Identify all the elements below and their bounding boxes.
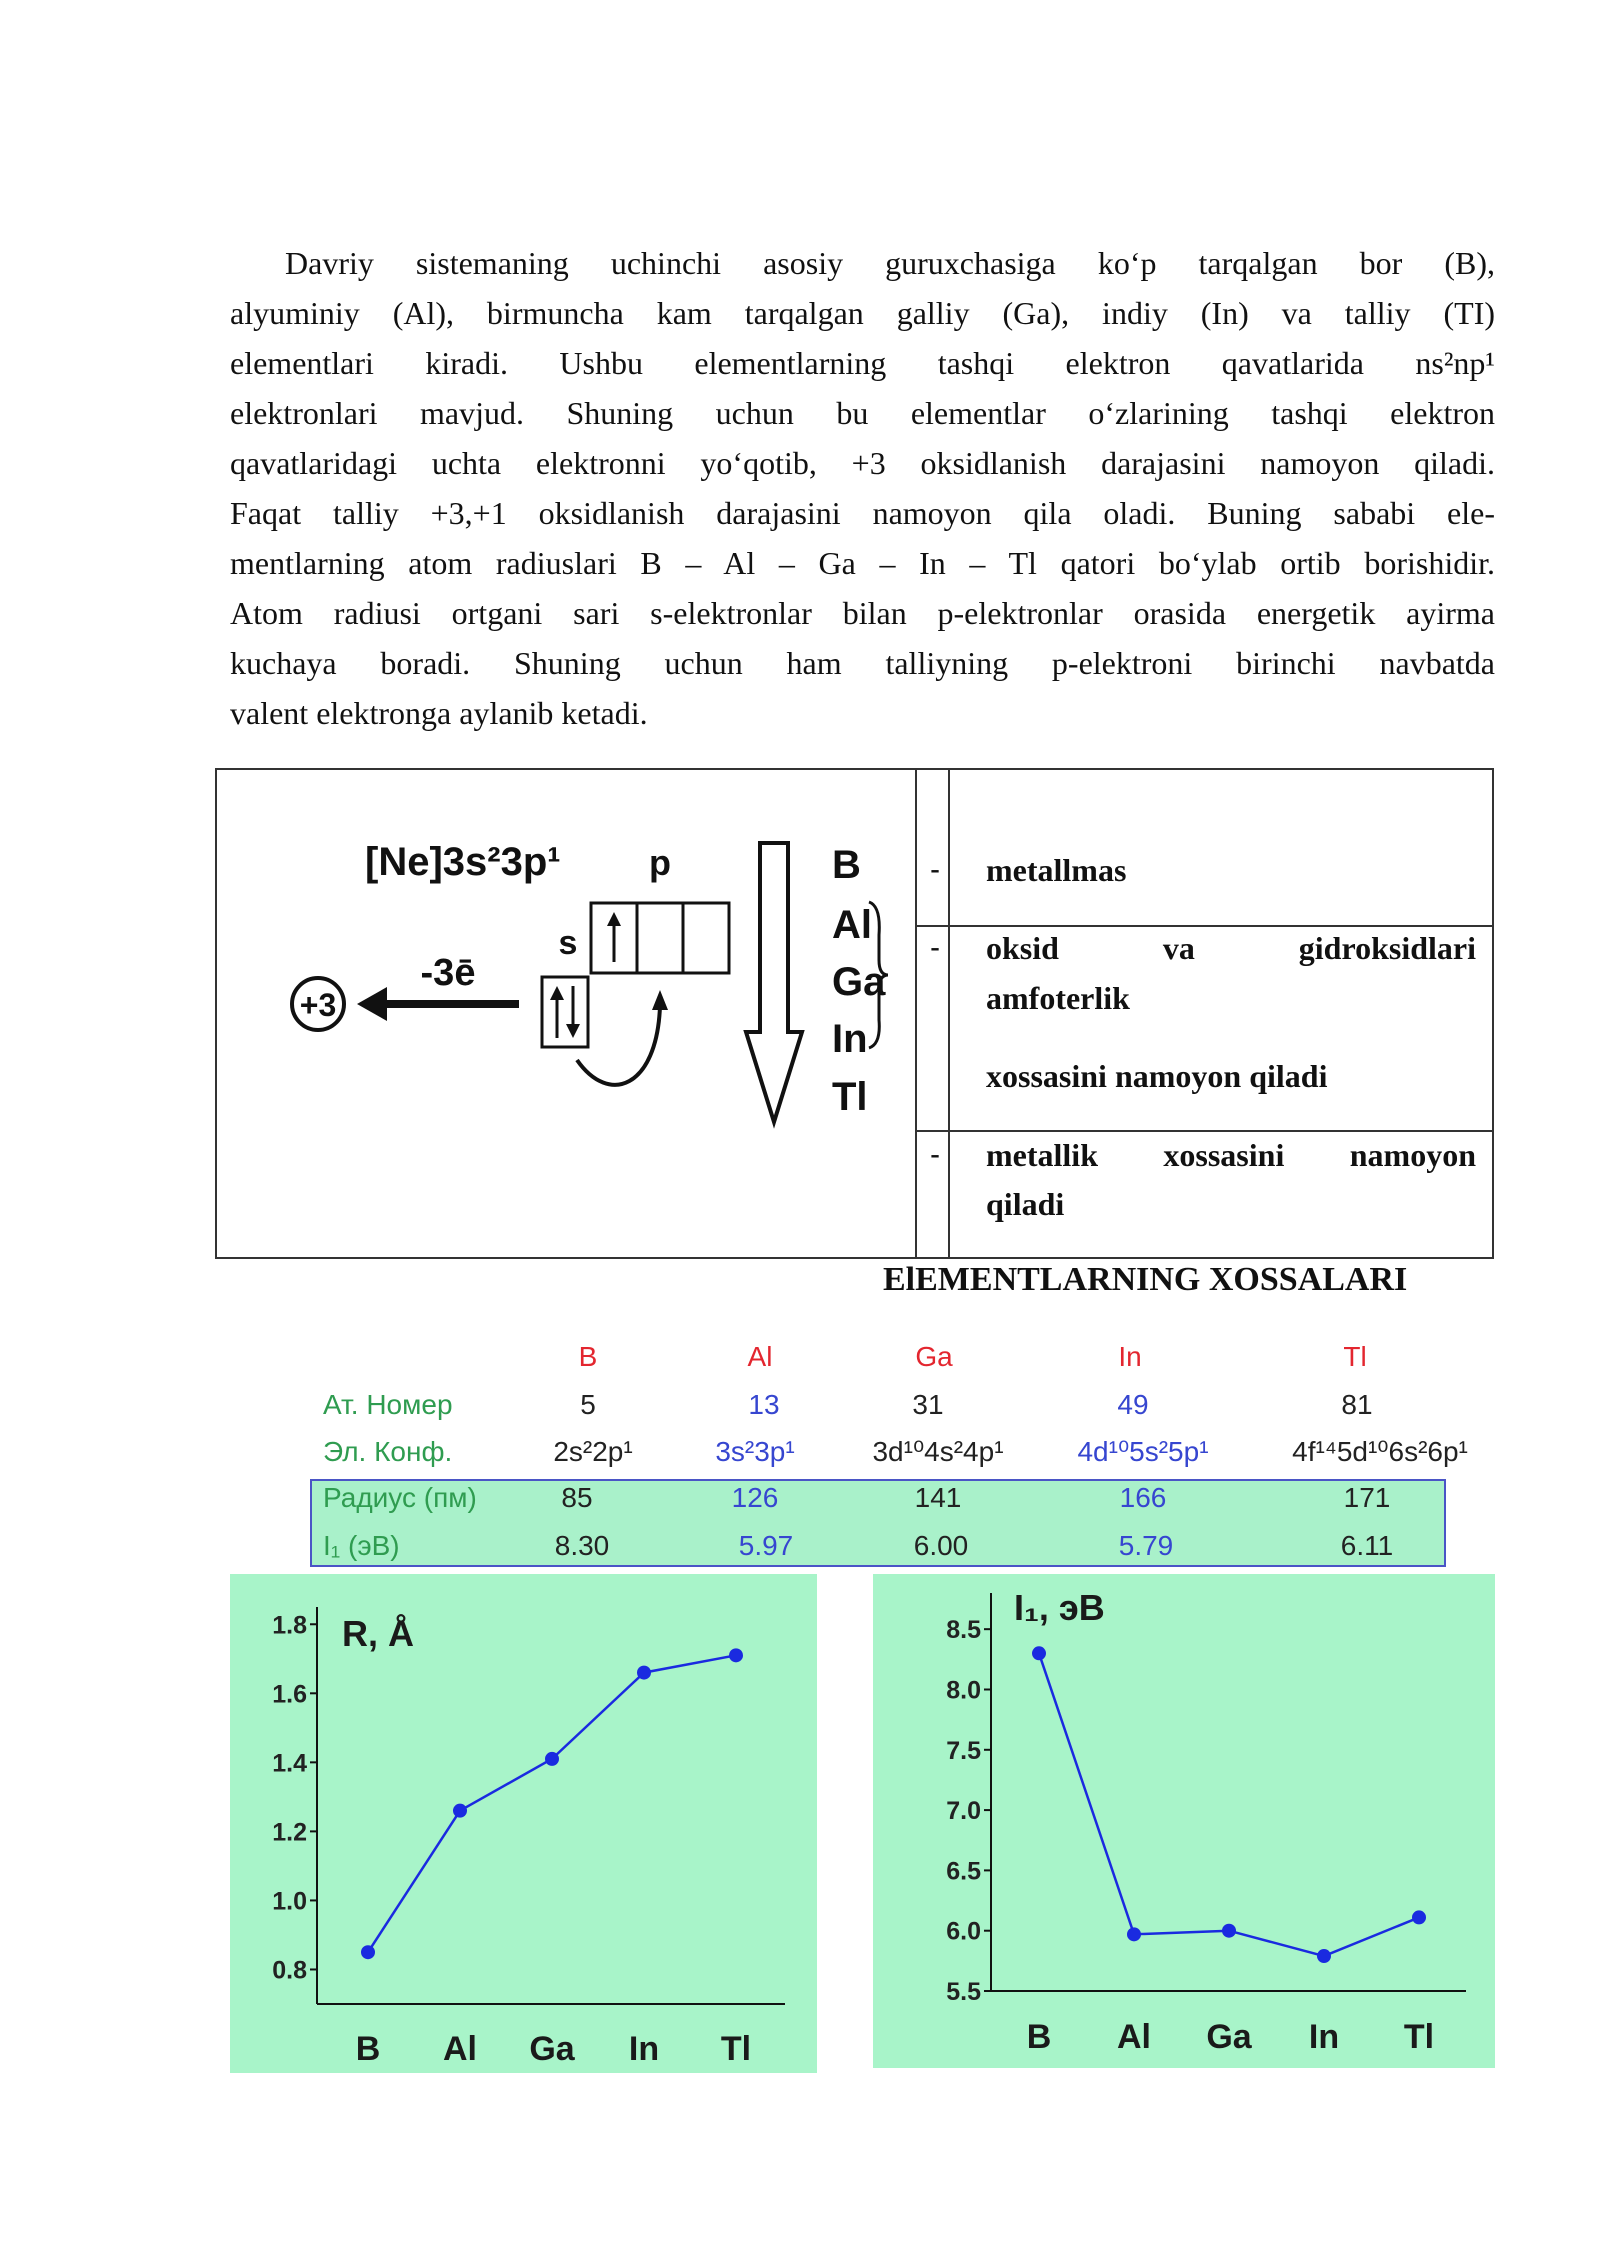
table-cell: 85: [561, 1482, 593, 1513]
data-point: [545, 1752, 559, 1766]
y-tick-label: 1.6: [272, 1680, 307, 1709]
table-cell: 8.30: [554, 1530, 610, 1561]
data-point: [453, 1804, 467, 1818]
table-cell: 81: [1341, 1389, 1373, 1420]
data-point: [1222, 1924, 1236, 1938]
electron-loss-arrowhead: [357, 987, 387, 1021]
y-tick-label: 5.5: [946, 1978, 981, 2006]
data-point: [1127, 1927, 1141, 1941]
data-point: [637, 1666, 651, 1680]
table-cell: 5.97: [738, 1530, 794, 1561]
y-tick-label: 1.2: [272, 1818, 307, 1847]
series-line: [368, 1655, 736, 1952]
table-cell: 3d¹⁰4s²4p¹: [872, 1436, 1004, 1467]
table-row-divider: [917, 1130, 1492, 1132]
property-amphoteric-line: oksid va gidroksidlari: [986, 930, 1476, 966]
y-tick-label: 0.8: [272, 1956, 307, 1985]
y-tick-label: 6.0: [946, 1917, 981, 1946]
data-point: [1032, 1646, 1046, 1660]
paragraph-line: mentlarning atom radiuslari B – Al – Ga – In – Tl qatori bo‘ylab ortib borishidir.: [230, 545, 1495, 581]
radius-chart-panel: [230, 1574, 817, 2073]
x-tick-label: Ga: [529, 2030, 575, 2068]
paragraph-line: elektronlari mavjud. Shuning uchun bu elementlar o‘zlarining tashqi elektron: [230, 395, 1495, 431]
x-tick-label: B: [1026, 2018, 1052, 2056]
table-cell: 2s²2p¹: [553, 1436, 633, 1467]
table-divider: [948, 770, 950, 1257]
paragraph-line: alyuminiy (Al), birmuncha kam tarqalgan galliy (Ga), indiy (In) va talliy (TI): [230, 295, 1495, 331]
paragraph-line: Davriy sistemaning uchinchi asosiy guruxchasiga ko‘p tarqalgan bor (B),: [285, 245, 1495, 281]
data-point: [361, 1945, 375, 1959]
y-tick-label: 1.4: [272, 1749, 307, 1778]
y-tick-label: 1.8: [272, 1611, 307, 1640]
x-tick-label: B: [355, 2030, 381, 2068]
row-dash: -: [930, 932, 940, 963]
table-cell: 171: [1343, 1482, 1391, 1513]
series-line: [1039, 1653, 1419, 1956]
spin-up-arrowhead: [550, 986, 564, 1000]
element-label-al: Al: [832, 903, 872, 947]
table-cell: 6.00: [913, 1530, 969, 1561]
paragraph-line: Atom radiusi ortgani sari s-elektronlar bilan p-elektronlar orasida energetik ayirma: [230, 595, 1495, 631]
promotion-arrowhead: [652, 990, 668, 1010]
ionization-energy-chart: [873, 1574, 1495, 2068]
row-label: Радиус (пм): [323, 1482, 477, 1513]
paragraph-line: elementlari kiradi. Ushbu elementlarning tashqi elektron qavatlarida ns²np¹: [230, 345, 1495, 381]
column-header: Ga: [915, 1341, 953, 1372]
x-tick-label: Al: [1117, 2018, 1151, 2056]
table-cell: 4d¹⁰5s²5p¹: [1077, 1436, 1209, 1467]
table-cell: 5.79: [1118, 1530, 1174, 1561]
table-cell: 4f¹⁴5d¹⁰6s²6p¹: [1292, 1436, 1468, 1467]
y-tick-label: 7.0: [946, 1797, 981, 1826]
row-label: I₁ (эВ): [323, 1530, 400, 1561]
spin-down-arrowhead: [566, 1024, 580, 1038]
group-trend-arrow: [746, 843, 802, 1122]
row-label: Эл. Конф.: [323, 1436, 453, 1467]
data-point: [729, 1648, 743, 1662]
y-tick-label: 7.5: [946, 1736, 981, 1765]
property-amphoteric-line: xossasini namoyon qiladi: [986, 1058, 1328, 1094]
ionization-chart-panel: [873, 1574, 1495, 2068]
y-tick-label: 8.5: [946, 1616, 981, 1645]
chart-title: I₁, эВ: [1014, 1587, 1105, 1628]
table-cell: 3s²3p¹: [715, 1436, 795, 1467]
y-tick-label: 6.5: [946, 1857, 981, 1886]
p-orbital-box: [683, 903, 729, 973]
column-header: Al: [747, 1341, 773, 1372]
data-point: [1412, 1910, 1426, 1924]
radius-chart: [230, 1574, 817, 2073]
table-cell: 5: [580, 1389, 596, 1420]
electron-loss-label: -3ē: [420, 952, 476, 994]
chart-title: R, Å: [342, 1613, 414, 1654]
table-divider: [915, 770, 917, 1257]
column-header: In: [1118, 1341, 1142, 1372]
x-tick-label: Al: [443, 2030, 477, 2068]
p-orbital-box: [637, 903, 683, 973]
y-tick-label: 8.0: [946, 1676, 981, 1705]
property-metallic-line: qiladi: [986, 1186, 1065, 1222]
x-tick-label: Ga: [1206, 2018, 1252, 2056]
data-point: [1317, 1949, 1331, 1963]
table-cell: 126: [731, 1482, 779, 1513]
x-tick-label: Tl: [1403, 2018, 1435, 2056]
element-label-in: In: [832, 1017, 868, 1061]
electron-config-label: [Ne]3s²3p¹: [365, 840, 561, 884]
table-cell: 13: [748, 1389, 780, 1420]
s-orbital-label: s: [558, 924, 578, 962]
electron-configuration-diagram: [217, 770, 915, 1255]
element-label-ga: Ga: [832, 960, 886, 1004]
paragraph-line: valent elektronga aylanib ketadi.: [230, 695, 648, 731]
section-heading: ElEMENTLARNING XOSSALARI: [883, 1261, 1408, 1298]
y-tick-label: 1.0: [272, 1887, 307, 1916]
paragraph-line: kuchaya boradi. Shuning uchun ham talliyning p-elektroni birinchi navbatda: [230, 645, 1495, 681]
table-cell: 141: [914, 1482, 962, 1513]
x-tick-label: In: [628, 2030, 660, 2068]
s-orbital-box: [542, 977, 588, 1047]
property-nonmetal: metallmas: [986, 852, 1127, 888]
spin-up-arrowhead: [607, 912, 621, 926]
p-orbital-label: p: [649, 842, 671, 883]
element-label-b: B: [832, 843, 861, 887]
x-tick-label: Tl: [720, 2030, 752, 2068]
column-header: B: [578, 1341, 598, 1372]
property-metallic-line: metallik xossasini namoyon: [986, 1137, 1476, 1173]
row-dash: -: [930, 1139, 940, 1170]
element-label-tl: Tl: [832, 1075, 868, 1119]
paragraph-line: Faqat talliy +3,+1 oksidlanish darajasini namoyon qila oladi. Buning sababi ele-: [230, 495, 1495, 531]
table-cell: 166: [1119, 1482, 1167, 1513]
row-dash: -: [930, 854, 940, 885]
table-cell: 49: [1117, 1389, 1149, 1420]
paragraph-line: qavatlaridagi uchta elektronni yo‘qotib, +3 oksidlanish darajasini namoyon qiladi.: [230, 445, 1495, 481]
table-cell: 6.11: [1340, 1530, 1394, 1561]
ion-charge-label: +3: [299, 987, 337, 1023]
column-header: Tl: [1343, 1341, 1367, 1372]
x-tick-label: In: [1308, 2018, 1340, 2056]
highlight-box: [310, 1479, 1446, 1567]
property-amphoteric-line: amfoterlik: [986, 980, 1130, 1016]
row-label: Ат. Номер: [323, 1389, 453, 1420]
table-cell: 31: [912, 1389, 944, 1420]
